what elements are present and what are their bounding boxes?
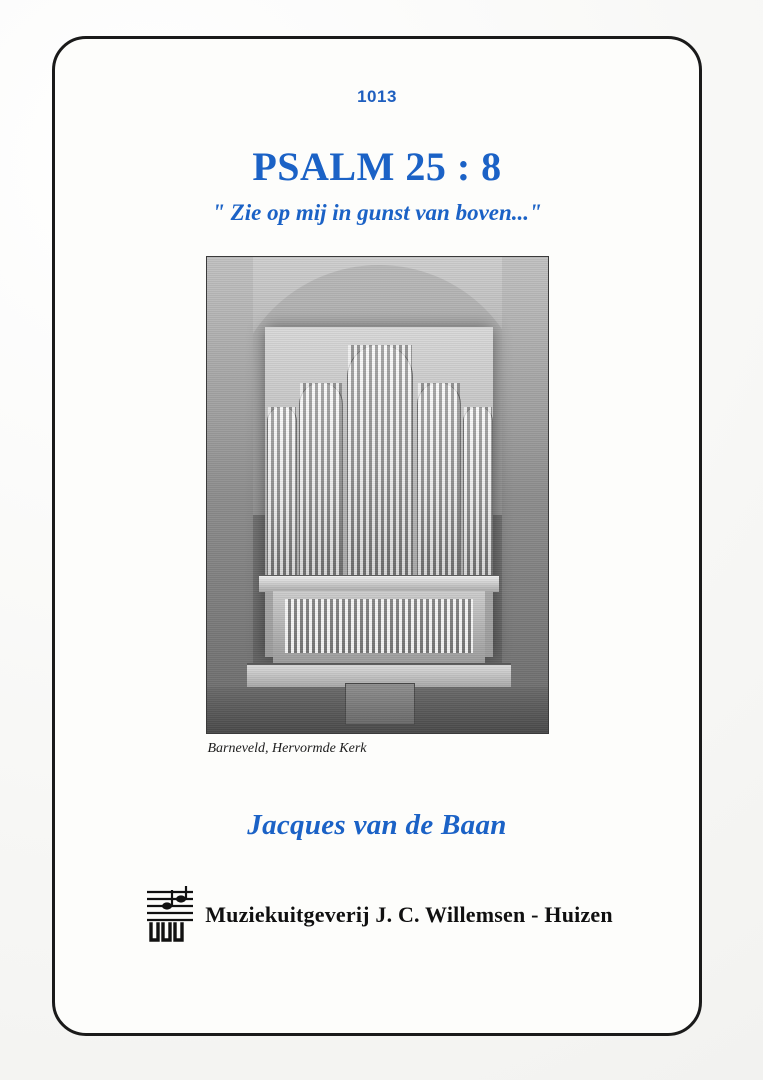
organ-pipes <box>348 345 412 575</box>
organ-pipes <box>418 383 460 575</box>
publisher-name: Muziekuitgeverij J. C. Willemsen - Huizen <box>205 902 613 927</box>
publisher-row <box>141 884 613 946</box>
organ-photo <box>206 256 549 734</box>
organ-lower-pipes <box>285 599 473 653</box>
page-subtitle: " Zie op mij in gunst van boven..." <box>212 200 542 225</box>
photo-caption: Barneveld, Hervormde Kerk <box>207 741 367 756</box>
organ-pipe-tower-far-right <box>463 407 493 575</box>
organ-pipe-tower-right <box>417 383 461 575</box>
organ-pipes <box>300 383 342 575</box>
organ-pipe-tower-far-left <box>267 407 297 575</box>
organ-pipe-tower-left <box>299 383 343 575</box>
willemsen-publisher-logo-icon <box>141 884 199 946</box>
church-door <box>345 683 415 725</box>
cover-photo-block <box>206 256 549 757</box>
composer-name: Jacques van de Baan <box>247 809 507 841</box>
organ-cornice <box>259 575 499 592</box>
organ-pipe-tower-center <box>347 345 413 575</box>
organ-pipes <box>268 407 296 575</box>
catalog-number: 1013 <box>357 87 397 106</box>
cover-sheet <box>52 36 702 1036</box>
page-title: PSALM 25 : 8 <box>252 144 502 189</box>
organ-pipes <box>464 407 492 575</box>
